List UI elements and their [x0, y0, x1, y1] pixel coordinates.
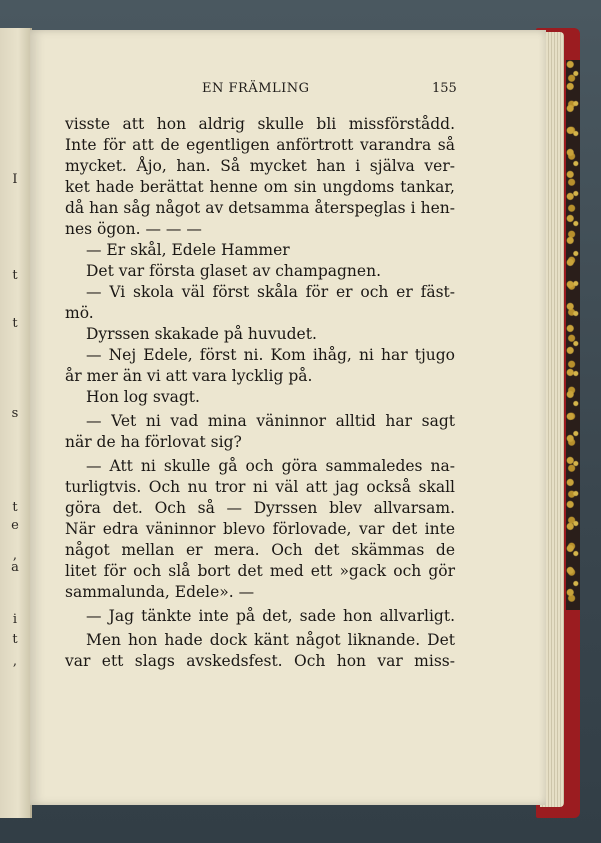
left-page-fragment: s [11, 406, 19, 421]
left-page-fragment: I [12, 172, 18, 187]
text-line: turligtvis. Och nu tror ni väl att jag också skall [65, 478, 455, 496]
left-page-fragment: t [12, 268, 18, 283]
text-line: — Att ni skulle gå och göra sammaledes na- [86, 457, 455, 475]
left-page-fragments [0, 28, 30, 818]
text-line: litet för och slå bort det med ett »gack och gör [65, 562, 455, 580]
text-line: Inte för att de egentligen anförtrott varandra så [65, 136, 455, 154]
left-page-fragment: i [12, 612, 18, 627]
text-line: Hon log svagt. [86, 388, 200, 406]
text-line: var ett slags avskedsfest. Och hon var miss- [65, 652, 455, 670]
text-line: nes ögon. — — — [65, 220, 202, 238]
text-line: då han såg något av detsamma återspeglas i hen- [65, 199, 455, 217]
left-page-fragment: , [12, 654, 18, 669]
running-head-title: EN FRÄMLING [202, 81, 310, 96]
text-line: mycket. Åjo, han. Så mycket han i själva ver- [65, 157, 455, 175]
text-line: något mellan er mera. Och det skämmas de [65, 541, 455, 559]
text-line: — Nej Edele, först ni. Kom ihåg, ni har tjugo [86, 346, 455, 364]
left-page-fragment: e [11, 518, 19, 533]
text-line: Dyrssen skakade på huvudet. [86, 325, 317, 343]
left-page-edge [0, 28, 32, 818]
text-line: mö. [65, 304, 94, 322]
text-line: Men hon hade dock känt något liknande. Det [86, 631, 455, 649]
text-line: Det var första glaset av champagnen. [86, 262, 381, 280]
text-line: visste att hon aldrig skulle bli missförstådd. [65, 115, 455, 133]
text-line: När edra väninnor blevo förlovade, var det inte [65, 520, 455, 538]
text-line: när de ha förlovat sig? [65, 433, 242, 451]
text-line: ket hade berättat henne om sin ungdoms tankar, [65, 178, 455, 196]
body-text [65, 114, 455, 672]
text-line: — Er skål, Edele Hammer [86, 241, 290, 259]
left-page-fragment: a [11, 560, 19, 575]
left-page-fragment: t [12, 316, 18, 331]
left-page-fragment: t [12, 500, 18, 515]
text-line: år mer än vi att vara lycklig på. [65, 367, 313, 385]
text-line: — Vi skola väl först skåla för er och er fäst- [86, 283, 455, 301]
text-line: sammalunda, Edele». — [65, 583, 255, 601]
marbled-endpaper [566, 60, 580, 610]
running-head [30, 81, 546, 101]
left-page-fragment: , [12, 548, 18, 563]
text-line: göra det. Och så — Dyrssen blev allvarsam. [65, 499, 455, 517]
text-line: — Jag tänkte inte på det, sade hon allvarligt. [86, 607, 455, 625]
left-page-fragment: t [12, 632, 18, 647]
page-number: 155 [432, 81, 457, 96]
text-line: — Vet ni vad mina väninnor alltid har sagt [86, 412, 455, 430]
book-page [30, 30, 546, 805]
